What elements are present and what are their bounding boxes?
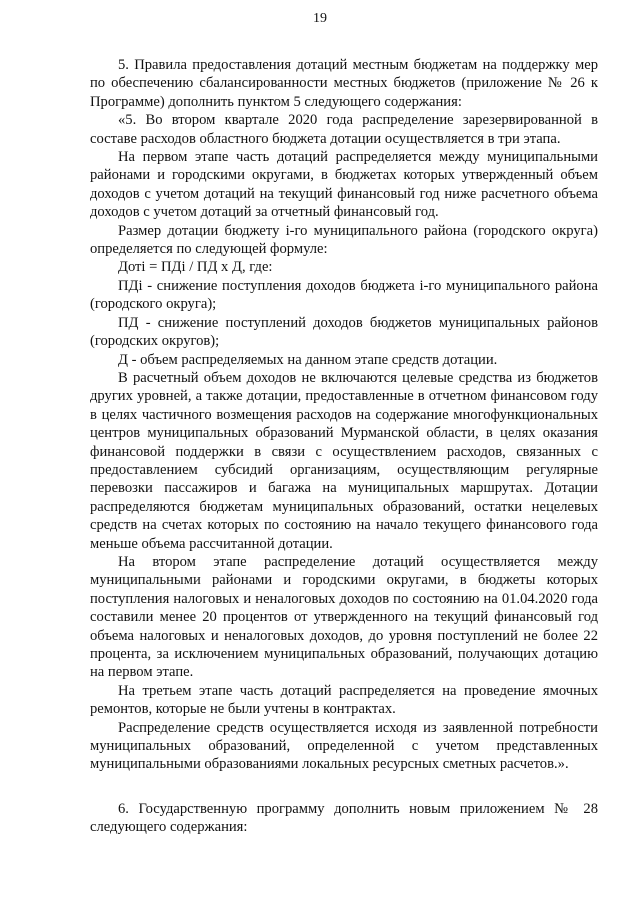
paragraph-formula-intro: Размер дотации бюджету i-го муниципального района (городского округа) определяется по следующей формуле: (90, 222, 598, 258)
paragraph-item-6: 6. Государственную программу дополнить новым приложением № 28 следующего содержания: (90, 800, 598, 836)
paragraph-income-exclusions: В расчетный объем доходов не включаются целевые средства из бюджетов других уровней, а также дотации, предоставленные в отчетном финансовом году в целях частичного возмещения расходов на содержание многофункциональных центров муниципальных образований Мурманской области, в целях оказания финансовой поддержки в связи с осуществлением расходов, связанных с предоставлением субсидий организациям, осуществляющим регулярные перевозки пассажиров и багажа на муниципальных маршрутах. Дотации распределяются бюджетам муниципальных образований, остатки нецелевых средств на счетах которых по состоянию на начало текущего финансового года меньше объема рассчитанной дотации. (90, 369, 598, 552)
formula-line: Дотi = ПДi / ПД x Д, где: (118, 259, 273, 276)
paragraph-stage-two: На втором этапе распределение дотаций осуществляется между муниципальными районами и городскими округами, в бюджеты которых поступления налоговых и неналоговых доходов по состоянию на 01.04.2020 года составили менее 20 процентов от утвержденного на текущий финансовый год объема налоговых и неналоговых доходов, до уровня поступлений не более 22 процента, за исключением муниципальных образований, получающих дотацию на первом этапе. (90, 553, 598, 681)
page-number: 19 (313, 11, 327, 26)
document-body (90, 56, 598, 837)
paragraph-distribution: Распределение средств осуществляется исходя из заявленной потребности муниципальных образований, определенной с учетом представленных муниципальными образованиями локальных ресурсных сметных расчетов.». (90, 719, 598, 773)
paragraph-quote-start: «5. Во втором квартале 2020 года распределение зарезервированной в составе расходов областного бюджета дотации осуществляется в три этапа. (90, 112, 598, 147)
paragraph-pdi-definition: ПДi - снижение поступления доходов бюджета i-го муниципального района (городского округа); (90, 277, 598, 313)
paragraph-pd-definition: ПД - снижение поступлений доходов бюджетов муниципальных районов (городских округов); (90, 314, 598, 350)
paragraph-d-definition: Д - объем распределяемых на данном этапе средств дотации. (118, 351, 498, 368)
paragraph-stage-one: На первом этапе часть дотаций распределяется между муниципальными районами и городскими округами, в бюджетах которых утвержденный объем доходов с учетом дотаций на текущий финансовый год ниже расчетного объема доходов с учетом дотаций за отчетный финансовый год. (90, 149, 598, 221)
paragraph-stage-three: На третьем этапе часть дотаций распределяется на проведение ямочных ремонтов, которые не были учтены в контрактах. (90, 682, 598, 718)
paragraph-item-5: 5. Правила предоставления дотаций местным бюджетам на поддержку мер по обеспечению сбалансированности местных бюджетов (приложение № 26 к Программе) дополнить пунктом 5 следующего содержания: (90, 57, 598, 110)
